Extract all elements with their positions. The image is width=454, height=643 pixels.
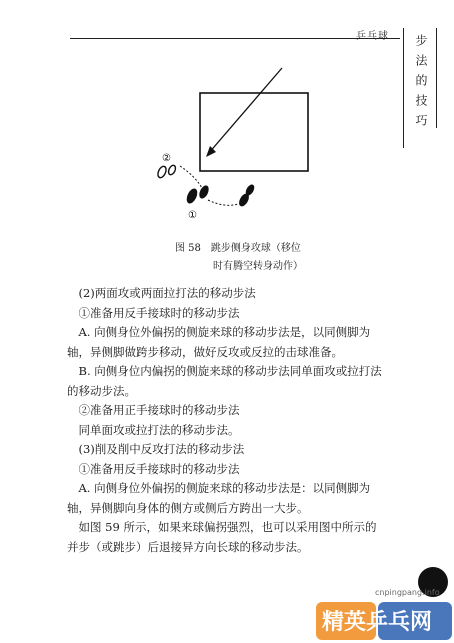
step-marker-1: ①: [188, 210, 197, 221]
footprint-2-right: [167, 164, 177, 176]
step-marker-2: ②: [162, 153, 171, 164]
paragraph-fig59: 如图 59 所示，如果来球偏拐强烈，也可以采用图中所示的并步（或跳步）后退接异方向长球的移动步法。: [67, 520, 377, 554]
section-heading-3: (3)削及削中反攻打法的移动步法: [78, 442, 245, 456]
move-arc: [180, 166, 202, 188]
paragraph-a-2: A. 向侧身位外偏拐的侧旋来球的移动步法是：以同侧脚为轴，异侧脚向身体的侧方或侧后方跨出一大步。: [67, 481, 371, 515]
logo-text: 精英乒乓网: [322, 610, 433, 635]
footprint-1-left: [185, 187, 200, 205]
table-outline: [200, 93, 308, 171]
ball-trajectory-arrow: [208, 68, 282, 154]
subheading-backhand-2: ①准备用反手接球时的移动步法: [78, 461, 240, 476]
paragraph-a: A. 向侧身位外偏拐的侧旋来球的移动步法是，以同侧脚为轴，异侧脚做跨步移动，做好反攻或反拉的击球准备。: [67, 325, 371, 359]
figure-caption: [175, 240, 303, 276]
caption-line-1: 图 58 跳步侧身攻球（移位: [175, 243, 301, 254]
body-text: [67, 284, 387, 557]
chapter-side-title: 步法的技巧: [414, 34, 428, 134]
subheading-forehand: ②准备用正手接球时的移动步法: [78, 403, 240, 417]
watermark-url: cnpingpang.info: [375, 588, 440, 597]
watermark-logo: [314, 596, 454, 643]
section-heading-2: (2)两面攻或两面拉打法的移动步法: [78, 286, 256, 300]
side-rule: [436, 28, 437, 128]
arrow-head: [206, 146, 216, 157]
footprint-2-left: [156, 165, 167, 179]
jump-arc: [208, 200, 238, 205]
footwork-figure: [150, 58, 320, 228]
book-title: 乒乓球: [356, 31, 389, 42]
caption-line-2: 时有腾空转身动作）: [213, 261, 303, 272]
footprint-1-right: [197, 184, 210, 200]
paragraph-b: B. 向侧身位内偏拐的侧旋来球的移动步法同单面攻或拉打法的移动步法。: [67, 364, 382, 398]
header-rule: [70, 38, 400, 39]
paragraph-forehand: 同单面攻或拉打法的移动步法。: [78, 422, 240, 437]
subheading-backhand: ①准备用反手接球时的移动步法: [78, 305, 240, 320]
